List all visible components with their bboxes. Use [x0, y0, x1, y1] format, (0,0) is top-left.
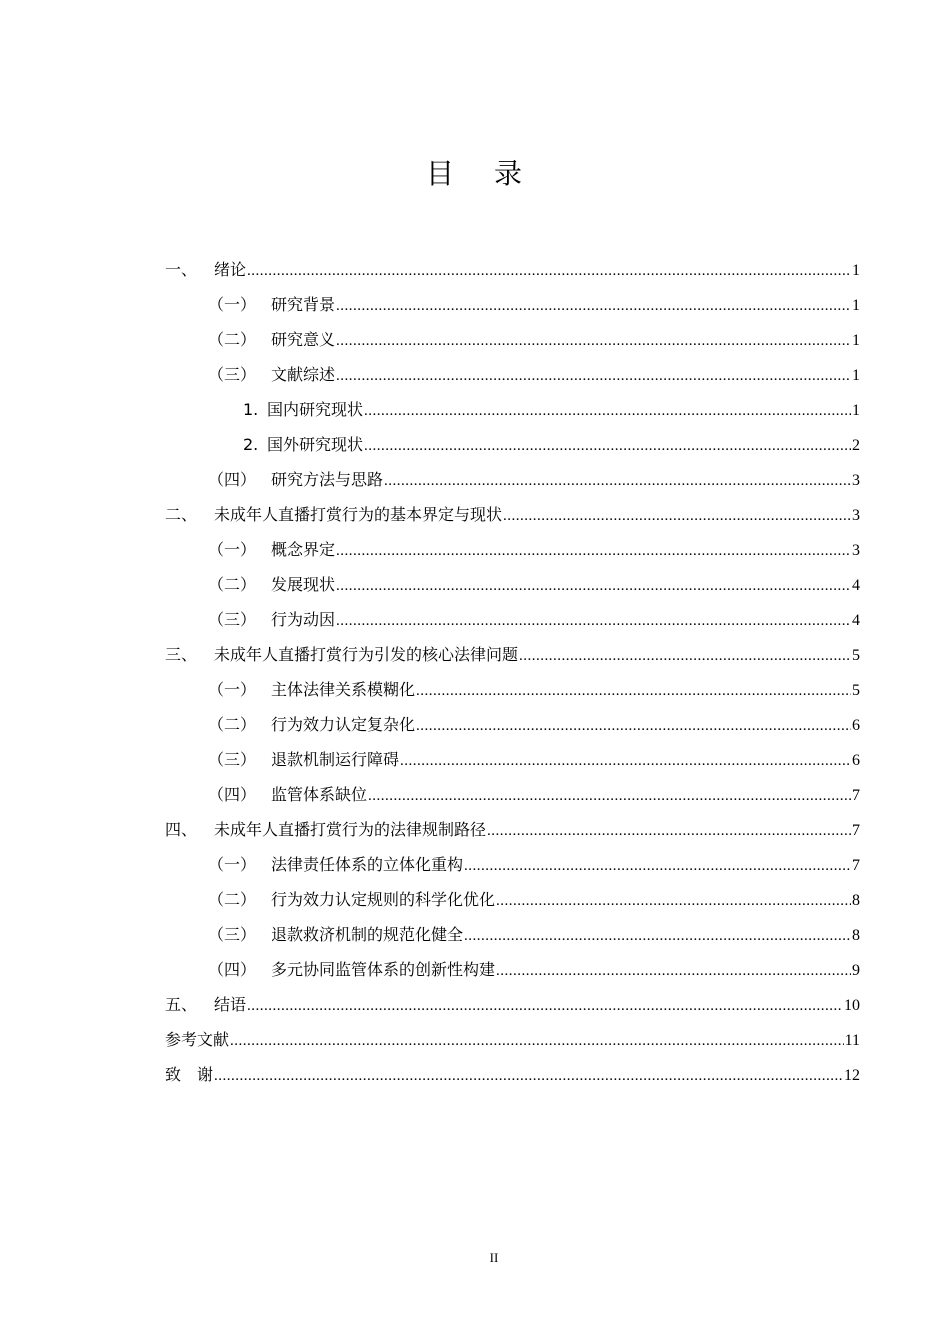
toc-entry[interactable] [165, 777, 860, 812]
toc-entry-page: 2 [852, 437, 860, 454]
toc-entry-number: （一） [208, 680, 257, 699]
toc-entry-number: 五、 [165, 995, 198, 1014]
toc-entry-number: （三） [208, 750, 257, 769]
toc-entry-page: 1 [852, 262, 860, 279]
toc-leader-dots [464, 849, 851, 884]
toc-entry-page: 5 [852, 682, 860, 699]
toc-entry-title: 研究意义 [271, 330, 336, 349]
toc-entry-number: （三） [208, 925, 257, 944]
toc-entry-title: 主体法律关系模糊化 [271, 680, 416, 699]
toc-entry-page: 3 [852, 507, 860, 524]
toc-entry-page: 4 [852, 577, 860, 594]
toc-entry-number: （三） [208, 365, 257, 384]
toc-entry-title: 国外研究现状 [267, 435, 364, 454]
toc-entry-number: 二、 [165, 505, 198, 524]
toc-entry-title: 行为效力认定复杂化 [271, 715, 416, 734]
toc-entry-page: 4 [852, 612, 860, 629]
toc-leader-dots [416, 709, 851, 744]
toc-entry-page: 7 [852, 857, 860, 874]
toc-leader-dots [496, 954, 851, 989]
toc-leader-dots [336, 359, 851, 394]
toc-entry-page: 8 [852, 892, 860, 909]
toc-entry-number: （一） [208, 855, 257, 874]
page-title: 目录 [425, 157, 562, 190]
toc-entry-title: 研究方法与思路 [271, 470, 384, 489]
toc-entry[interactable] [165, 497, 860, 532]
toc-entry[interactable] [165, 602, 860, 637]
toc-leader-dots [503, 499, 851, 534]
page-number-footer: II [489, 1250, 499, 1265]
toc-leader-dots [487, 814, 851, 849]
toc-entry-page: 7 [852, 787, 860, 804]
toc-entry-page: 1 [852, 297, 860, 314]
toc-entry-page: 1 [852, 332, 860, 349]
toc-entry[interactable] [165, 1022, 860, 1057]
toc-entry-page: 6 [852, 752, 860, 769]
toc-entry-page: 8 [852, 927, 860, 944]
toc-entry-title: 概念界定 [271, 540, 336, 559]
toc-entry-page: 3 [852, 542, 860, 559]
toc-leader-dots [384, 464, 851, 499]
toc-entry[interactable] [165, 322, 860, 357]
toc-entry-title: 研究背景 [271, 295, 336, 314]
toc-entry-page: 1 [852, 402, 860, 419]
toc-entry-page: 6 [852, 717, 860, 734]
table-of-contents [165, 252, 860, 1092]
toc-entry[interactable] [165, 427, 860, 462]
toc-leader-dots [336, 604, 851, 639]
toc-entry-title: 未成年人直播打赏行为的法律规制路径 [214, 820, 487, 839]
toc-leader-dots [496, 884, 851, 919]
toc-entry-title: 参考文献 [165, 1030, 230, 1049]
toc-entry-number: （一） [208, 540, 257, 559]
toc-entry[interactable] [165, 952, 860, 987]
toc-entry[interactable] [165, 672, 860, 707]
toc-entry-number: 1. [243, 400, 259, 419]
toc-entry-title: 结语 [214, 995, 247, 1014]
toc-entry[interactable] [165, 252, 860, 287]
toc-entry-title: 退款救济机制的规范化健全 [271, 925, 464, 944]
toc-leader-dots [368, 779, 851, 814]
toc-leader-dots [464, 919, 851, 954]
toc-entry-number: （四） [208, 960, 257, 979]
toc-entry[interactable] [165, 987, 860, 1022]
toc-leader-dots [416, 674, 851, 709]
toc-entry-title: 未成年人直播打赏行为引发的核心法律问题 [214, 645, 519, 664]
toc-entry-number: （二） [208, 575, 257, 594]
toc-leader-dots [364, 394, 851, 429]
toc-leader-dots [247, 989, 843, 1024]
toc-entry-title: 法律责任体系的立体化重构 [271, 855, 464, 874]
toc-entry-title: 多元协同监管体系的创新性构建 [271, 960, 496, 979]
toc-leader-dots [336, 534, 851, 569]
toc-entry-number: 2. [243, 435, 259, 454]
toc-entry-number: （一） [208, 295, 257, 314]
toc-leader-dots [230, 1024, 844, 1059]
toc-entry[interactable] [165, 1057, 860, 1092]
toc-entry-number: （二） [208, 330, 257, 349]
toc-entry[interactable] [165, 707, 860, 742]
toc-entry-title: 发展现状 [271, 575, 336, 594]
toc-entry[interactable] [165, 392, 860, 427]
toc-entry[interactable] [165, 917, 860, 952]
toc-leader-dots [336, 569, 851, 604]
toc-entry[interactable] [165, 637, 860, 672]
toc-entry-page: 7 [852, 822, 860, 839]
toc-entry[interactable] [165, 847, 860, 882]
toc-entry-title: 绪论 [214, 260, 247, 279]
toc-entry-page: 12 [844, 1067, 860, 1084]
toc-entry[interactable] [165, 287, 860, 322]
toc-entry-title: 未成年人直播打赏行为的基本界定与现状 [214, 505, 503, 524]
toc-entry-title: 退款机制运行障碍 [271, 750, 400, 769]
toc-leader-dots [336, 324, 851, 359]
toc-entry-number: 一、 [165, 260, 198, 279]
toc-entry[interactable] [165, 532, 860, 567]
toc-entry-number: （二） [208, 890, 257, 909]
toc-entry-page: 5 [852, 647, 860, 664]
toc-entry[interactable] [165, 882, 860, 917]
toc-entry-number: （四） [208, 785, 257, 804]
toc-entry-title: 行为效力认定规则的科学化优化 [271, 890, 496, 909]
toc-entry-page: 9 [852, 962, 860, 979]
toc-leader-dots [247, 254, 851, 289]
toc-entry[interactable] [165, 357, 860, 392]
toc-entry[interactable] [165, 742, 860, 777]
toc-entry-title: 致 谢 [165, 1065, 214, 1084]
toc-leader-dots [364, 429, 851, 464]
toc-entry-page: 10 [844, 997, 860, 1014]
toc-leader-dots [214, 1059, 843, 1094]
toc-leader-dots [400, 744, 851, 779]
toc-entry-number: （四） [208, 470, 257, 489]
toc-entry[interactable] [165, 462, 860, 497]
toc-entry[interactable] [165, 567, 860, 602]
toc-leader-dots [519, 639, 851, 674]
toc-leader-dots [336, 289, 851, 324]
toc-entry-number: （二） [208, 715, 257, 734]
toc-entry-page: 11 [844, 1032, 860, 1049]
toc-entry-page: 1 [852, 367, 860, 384]
toc-entry[interactable] [165, 812, 860, 847]
toc-entry-title: 监管体系缺位 [271, 785, 368, 804]
toc-entry-number: （三） [208, 610, 257, 629]
toc-entry-number: 三、 [165, 645, 198, 664]
toc-entry-title: 国内研究现状 [267, 400, 364, 419]
toc-entry-title: 文献综述 [271, 365, 336, 384]
toc-entry-page: 3 [852, 472, 860, 489]
toc-entry-number: 四、 [165, 820, 198, 839]
toc-entry-title: 行为动因 [271, 610, 336, 629]
